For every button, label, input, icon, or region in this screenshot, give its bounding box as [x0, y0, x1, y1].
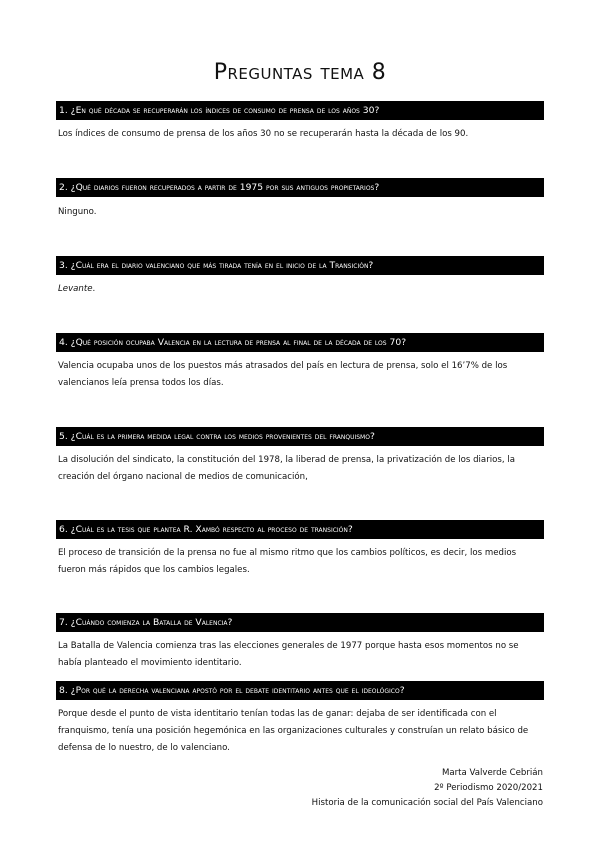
question-bar-5: 5. ¿Cuál es la primera medida legal contra los medios provenientes del franquismo?	[56, 427, 544, 446]
page-title: Preguntas tema 8	[213, 60, 387, 85]
footer-author: Marta Valverde Cebrián	[441, 768, 543, 778]
answer-2: Ninguno.	[58, 207, 97, 217]
question-bar-3: 3. ¿Cuál era el diario valenciano que más tirada tenía en el inicio de la Transición?	[56, 256, 544, 275]
answer-5: La disolución del sindicato, la constitución del 1978, la liberad de prensa, la privatización de los diarios, la creación del órgano nacional de medios de comunicación,	[58, 455, 515, 482]
question-bar-4: 4. ¿Qué posición ocupaba Valencia en la lectura de prensa al final de la década de los 70?	[56, 333, 544, 352]
answer-8: Porque desde el punto de vista identitario tenían todas las de ganar: dejaba de ser identificada con el franquismo, tenía una posición hegemónica en las organizaciones culturales y construían un relato básico de defensa de lo nuestro, de lo valenciano.	[58, 709, 529, 753]
document-footer	[312, 766, 543, 811]
answer-4: Valencia ocupaba unos de los puestos más atrasados del país en lectura de prensa, solo el 16’7% de los valencianos leía prensa todos los días.	[58, 361, 508, 388]
question-bar-1: 1. ¿En qué década se recuperarán los índices de consumo de prensa de los años 30?	[56, 101, 544, 120]
answer-7: La Batalla de Valencia comienza tras las elecciones generales de 1977 porque hasta esos momentos no se había planteado el movimiento identitario.	[58, 641, 519, 668]
answer-6: El proceso de transición de la prensa no fue al mismo ritmo que los cambios políticos, es decir, los medios fueron más rápidos que los cambios legales.	[58, 548, 517, 575]
footer-course: 2º Periodismo 2020/2021	[434, 783, 543, 793]
question-bar-7: 7. ¿Cuándo comienza la Batalla de Valencia?	[56, 613, 544, 632]
question-bar-6: 6. ¿Cuál es la tesis que plantea R. Xambó respecto al proceso de transición?	[56, 520, 544, 539]
answer-3-newspaper-name: Levante	[58, 284, 93, 294]
question-bar-2: 2. ¿Qué diarios fueron recuperados a partir de 1975 por sus antiguos propietarios?	[56, 178, 544, 197]
question-bar-8: 8. ¿Por qué la derecha valenciana apostó por el debate identitario antes que el ideológico?	[56, 681, 544, 700]
answer-3-suffix: .	[92, 284, 96, 294]
answer-1: Los índices de consumo de prensa de los años 30 no se recuperarán hasta la década de los 90.	[58, 129, 469, 139]
footer-subject: Historia de la comunicación social del País Valenciano	[311, 798, 543, 808]
answer-3	[58, 281, 544, 298]
